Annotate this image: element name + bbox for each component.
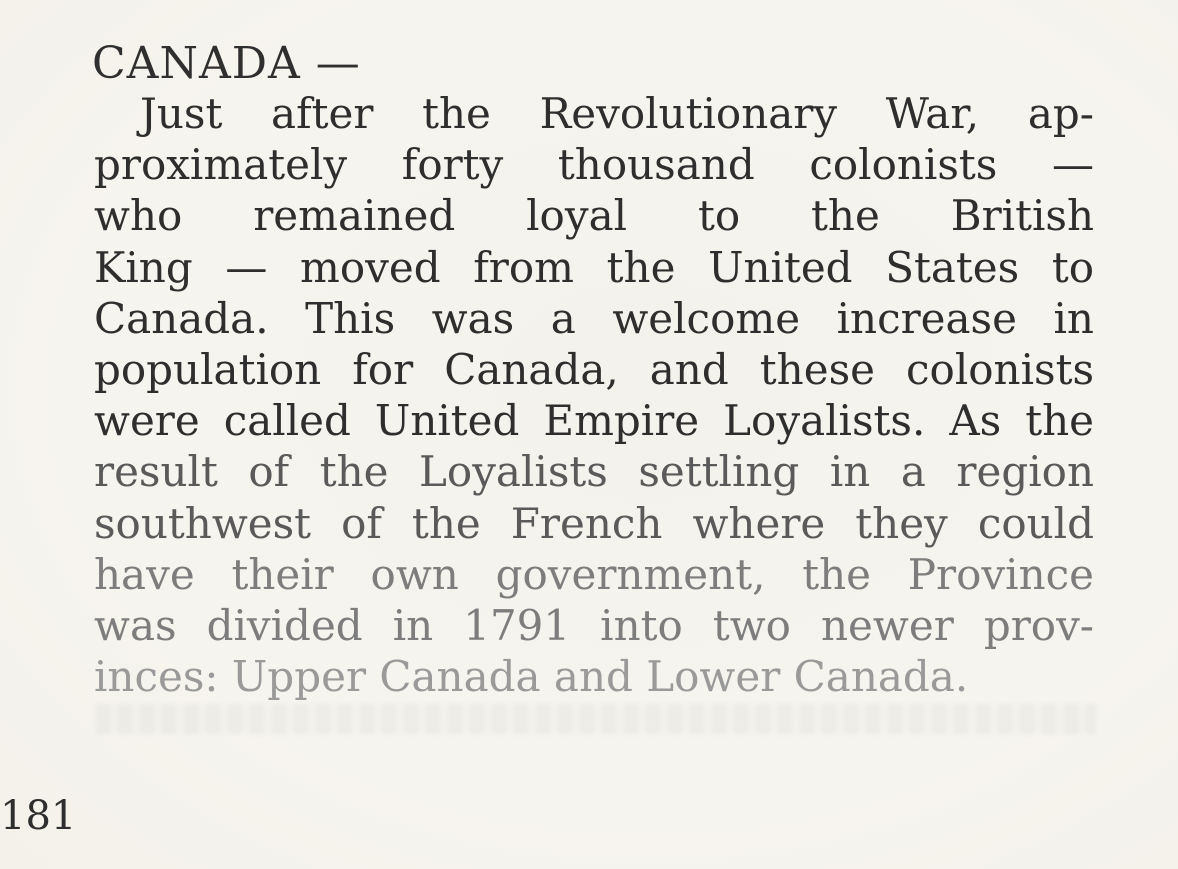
text-line-1: Just after the Revolutionary War, ap-	[140, 89, 1094, 138]
text-line-9: southwest of the French where they could	[94, 498, 1094, 548]
text-line-4: King — moved from the United States to	[94, 242, 1094, 292]
text-line-12: inces: Upper Canada and Lower Canada.	[94, 652, 969, 702]
text-line-11: was divided in 1791 into two newer prov-	[94, 600, 1094, 650]
text-line-10: have their own government, the Province	[94, 549, 1094, 599]
text-line-8: result of the Loyalists settling in a region	[94, 447, 1094, 497]
text-line-7: were called United Empire Loyalists. As the	[94, 396, 1094, 446]
text-line-5: Canada. This was a welcome increase in	[94, 293, 1094, 343]
text-line-2: proximately forty thousand colonists —	[94, 140, 1094, 190]
text-line-3: who remained loyal to the British	[94, 191, 1094, 241]
bleed-through-text	[96, 704, 1096, 734]
text-line-6: population for Canada, and these colonists	[94, 344, 1094, 394]
page-number: 181	[0, 793, 77, 839]
body-paragraph	[94, 88, 1094, 702]
section-heading: CANADA —	[92, 38, 361, 89]
